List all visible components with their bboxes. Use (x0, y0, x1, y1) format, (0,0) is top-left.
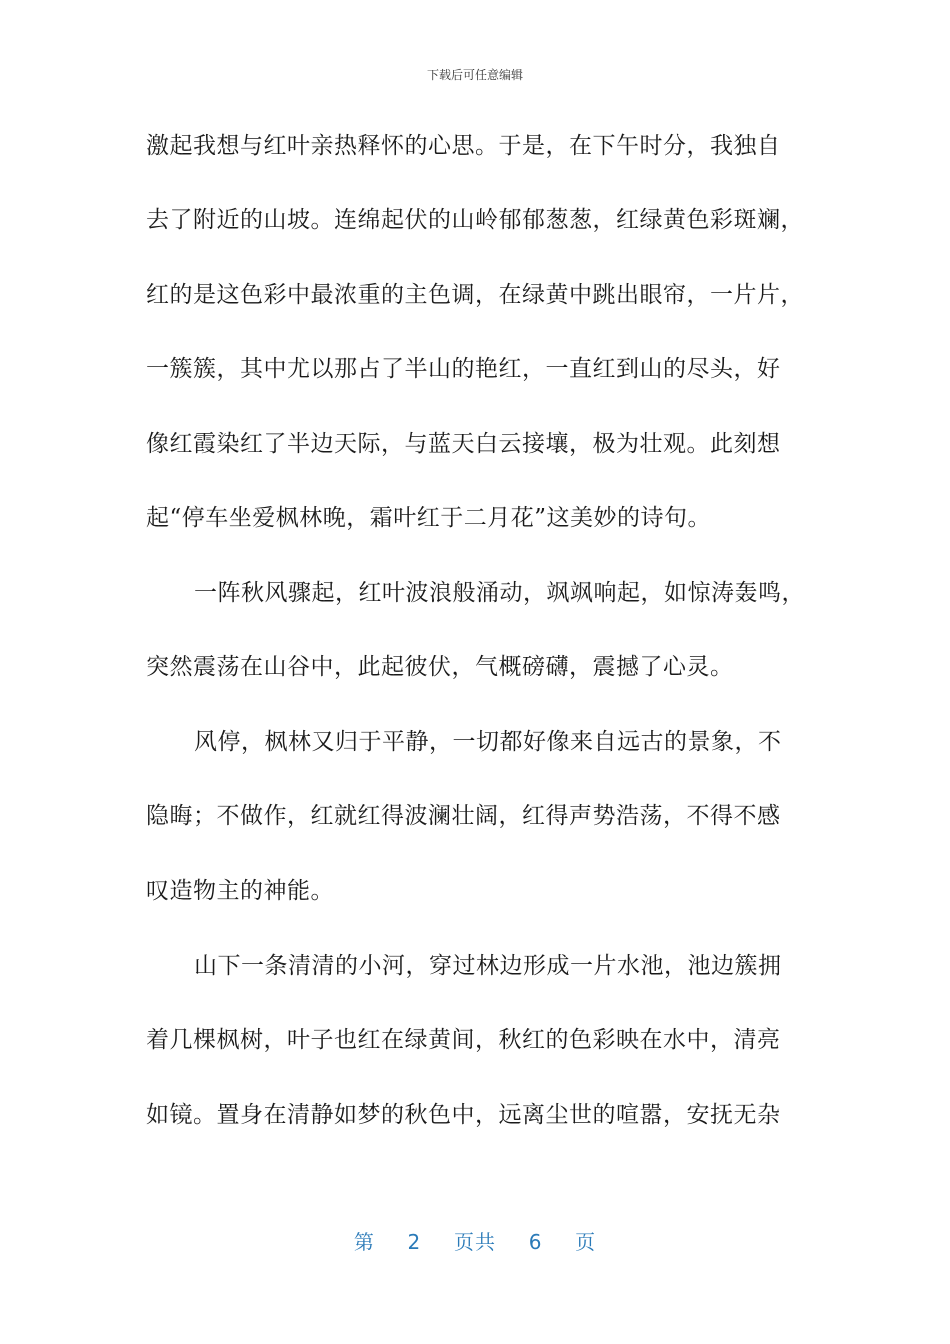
text-line: 红的是这色彩中最浓重的主色调，在绿黄中跳出眼帘，一片片， (146, 282, 804, 308)
text-line: 着几棵枫树，叶子也红在绿黄间，秋红的色彩映在水中，清亮 (146, 1027, 781, 1053)
text-line: 一簇簇，其中尤以那占了半山的艳红，一直红到山的尽头，好 (146, 356, 781, 382)
page-header: 下载后可任意编辑 (426, 68, 523, 82)
text-line: 风停，枫林又归于平静，一切都好像来自远古的景象，不 (194, 729, 782, 755)
text-line: 突然震荡在山谷中，此起彼伏，气概磅礴，震撼了心灵。 (146, 654, 734, 680)
footer-label-page: 第 (353, 1230, 375, 1254)
footer-label-end: 页 (575, 1230, 597, 1254)
text-line: 一阵秋风骤起，红叶波浪般涌动，飒飒响起，如惊涛轰鸣， (194, 580, 805, 606)
footer-current-page: 2 (407, 1230, 422, 1254)
text-line: 去了附近的山坡。连绵起伏的山岭郁郁葱葱，红绿黄色彩斑斓， (146, 207, 804, 233)
footer-total-pages: 6 (528, 1230, 543, 1254)
text-line: 激起我想与红叶亲热释怀的心思。于是，在下午时分，我独自 (146, 133, 781, 159)
page-footer (0, 1226, 950, 1255)
text-line: 像红霞染红了半边天际，与蓝天白云接壤，极为壮观。此刻想 (146, 431, 781, 457)
text-line: 山下一条清清的小河，穿过林边形成一片水池，池边簇拥 (194, 953, 782, 979)
footer-label-of: 页共 (454, 1230, 496, 1254)
text-line: 叹造物主的神能。 (146, 878, 334, 904)
text-line: 隐晦；不做作，红就红得波澜壮阔，红得声势浩荡，不得不感 (146, 803, 781, 829)
text-line: 起“停车坐爱枫林晚，霜叶红于二月花”这美妙的诗句。 (146, 505, 712, 531)
text-line: 如镜。置身在清静如梦的秋色中，远离尘世的喧嚣，安抚无杂 (146, 1102, 781, 1128)
